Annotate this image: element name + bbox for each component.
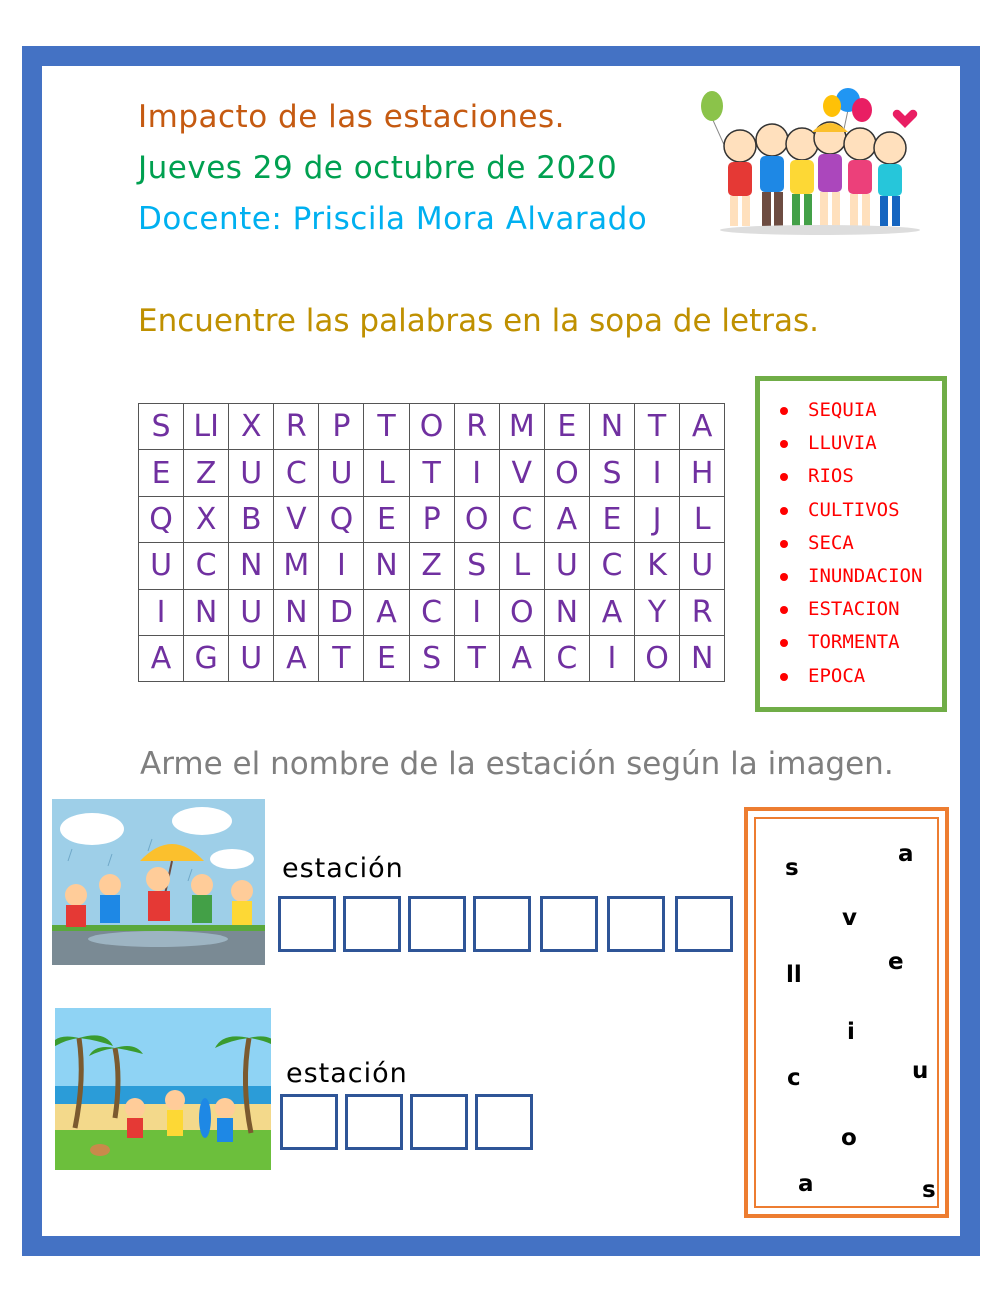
grid-cell[interactable]: O — [409, 404, 454, 450]
grid-cell[interactable]: O — [454, 496, 499, 542]
answer-box[interactable] — [410, 1094, 468, 1150]
grid-cell[interactable]: A — [274, 635, 319, 681]
grid-cell[interactable]: V — [499, 450, 544, 496]
grid-cell[interactable]: N — [544, 589, 589, 635]
answer-box[interactable] — [475, 1094, 533, 1150]
grid-cell[interactable]: T — [454, 635, 499, 681]
answer-box[interactable] — [675, 896, 733, 952]
grid-cell[interactable]: X — [184, 496, 229, 542]
grid-cell[interactable]: LI — [184, 404, 229, 450]
draggable-letter[interactable]: s — [785, 855, 799, 881]
grid-row — [139, 496, 725, 542]
grid-cell[interactable]: T — [364, 404, 409, 450]
grid-cell[interactable]: U — [680, 543, 725, 589]
grid-cell[interactable]: Z — [184, 450, 229, 496]
grid-cell[interactable]: U — [229, 589, 274, 635]
word-list-item: LLUVIA — [780, 432, 942, 465]
grid-cell[interactable]: U — [319, 450, 364, 496]
word-list-item: TORMENTA — [780, 631, 942, 664]
word-list-item: SEQUIA — [780, 399, 942, 432]
word-list-item: RIOS — [780, 465, 942, 498]
word-search-grid — [138, 403, 725, 682]
grid-cell[interactable]: M — [274, 543, 319, 589]
answer-box[interactable] — [280, 1094, 338, 1150]
grid-cell[interactable]: L — [680, 496, 725, 542]
grid-cell[interactable]: E — [589, 496, 634, 542]
grid-cell[interactable]: B — [229, 496, 274, 542]
grid-cell[interactable]: N — [364, 543, 409, 589]
grid-cell[interactable]: R — [274, 404, 319, 450]
draggable-letter[interactable]: e — [888, 949, 904, 975]
grid-cell[interactable]: N — [229, 543, 274, 589]
grid-cell[interactable]: I — [589, 635, 634, 681]
grid-cell[interactable]: T — [409, 450, 454, 496]
grid-cell[interactable]: R — [680, 589, 725, 635]
grid-cell[interactable]: A — [680, 404, 725, 450]
draggable-letter[interactable]: a — [898, 841, 914, 867]
draggable-letter[interactable]: s — [922, 1177, 936, 1203]
grid-cell[interactable]: Q — [319, 496, 364, 542]
rainy-kids-illustration — [52, 799, 265, 965]
answer-box[interactable] — [408, 896, 466, 952]
beach-kids-illustration — [55, 1008, 271, 1170]
grid-cell[interactable]: U — [229, 450, 274, 496]
grid-cell[interactable]: X — [229, 404, 274, 450]
scrambled-letters-box — [744, 807, 949, 1218]
draggable-letter[interactable]: c — [787, 1065, 801, 1091]
grid-cell[interactable]: E — [364, 496, 409, 542]
word-list-item: CULTIVOS — [780, 499, 942, 532]
grid-cell[interactable]: Z — [409, 543, 454, 589]
grid-row — [139, 404, 725, 450]
grid-cell[interactable]: U — [544, 543, 589, 589]
grid-cell[interactable]: C — [544, 635, 589, 681]
grid-cell[interactable]: A — [499, 635, 544, 681]
draggable-letter[interactable]: ll — [786, 962, 802, 988]
exercise-2-label: estación — [286, 1058, 408, 1089]
grid-cell[interactable]: T — [319, 635, 364, 681]
grid-cell[interactable]: D — [319, 589, 364, 635]
instruction-word-search: Encuentre las palabras en la sopa de letras. — [138, 303, 819, 339]
grid-cell[interactable]: I — [454, 450, 499, 496]
grid-cell[interactable]: K — [635, 543, 680, 589]
grid-cell[interactable]: I — [139, 589, 184, 635]
grid-cell[interactable]: S — [409, 635, 454, 681]
grid-cell[interactable]: U — [229, 635, 274, 681]
grid-cell[interactable]: P — [409, 496, 454, 542]
grid-cell[interactable]: C — [499, 496, 544, 542]
grid-cell[interactable]: I — [454, 589, 499, 635]
draggable-letter[interactable]: u — [912, 1058, 929, 1084]
grid-cell[interactable]: C — [589, 543, 634, 589]
word-list-item: SECA — [780, 532, 942, 565]
grid-cell[interactable]: O — [635, 635, 680, 681]
instruction-build-name: Arme el nombre de la estación según la imagen. — [140, 746, 894, 782]
grid-row — [139, 543, 725, 589]
kids-balloons-illustration — [700, 88, 940, 240]
grid-cell[interactable]: E — [139, 450, 184, 496]
worksheet-date: Jueves 29 de octubre de 2020 — [138, 150, 618, 186]
grid-cell[interactable]: U — [139, 543, 184, 589]
answer-box[interactable] — [278, 896, 336, 952]
draggable-letter[interactable]: a — [798, 1171, 814, 1197]
grid-cell[interactable]: S — [454, 543, 499, 589]
answer-box[interactable] — [473, 896, 531, 952]
exercise-1-label: estación — [282, 853, 404, 884]
grid-cell[interactable]: G — [184, 635, 229, 681]
grid-cell[interactable]: I — [319, 543, 364, 589]
grid-cell[interactable]: J — [635, 496, 680, 542]
grid-cell[interactable]: N — [184, 589, 229, 635]
grid-cell[interactable]: A — [364, 589, 409, 635]
answer-box[interactable] — [540, 896, 598, 952]
draggable-letter[interactable]: o — [841, 1125, 857, 1151]
grid-cell[interactable]: O — [544, 450, 589, 496]
word-list-item: INUNDACION — [780, 565, 942, 598]
grid-cell[interactable]: Y — [635, 589, 680, 635]
grid-cell[interactable]: V — [274, 496, 319, 542]
grid-row — [139, 635, 725, 681]
grid-cell[interactable]: R — [454, 404, 499, 450]
grid-cell[interactable]: S — [139, 404, 184, 450]
grid-cell[interactable]: H — [680, 450, 725, 496]
grid-row — [139, 450, 725, 496]
worksheet-title: Impacto de las estaciones. — [138, 99, 565, 135]
grid-cell[interactable]: O — [499, 589, 544, 635]
grid-cell[interactable]: N — [680, 635, 725, 681]
draggable-letter[interactable]: i — [847, 1019, 855, 1045]
word-list-item: EPOCA — [780, 665, 942, 698]
teacher-name: Docente: Priscila Mora Alvarado — [138, 201, 648, 237]
grid-cell[interactable]: I — [635, 450, 680, 496]
grid-cell[interactable]: L — [364, 450, 409, 496]
grid-cell[interactable]: E — [364, 635, 409, 681]
answer-box[interactable] — [345, 1094, 403, 1150]
grid-cell[interactable]: C — [184, 543, 229, 589]
grid-cell[interactable]: C — [409, 589, 454, 635]
grid-cell[interactable]: E — [544, 404, 589, 450]
answer-box[interactable] — [343, 896, 401, 952]
grid-cell[interactable]: L — [499, 543, 544, 589]
grid-cell[interactable]: M — [499, 404, 544, 450]
word-list-box — [755, 376, 947, 712]
grid-cell[interactable]: P — [319, 404, 364, 450]
grid-row — [139, 589, 725, 635]
grid-cell[interactable]: Q — [139, 496, 184, 542]
grid-cell[interactable]: A — [139, 635, 184, 681]
grid-cell[interactable]: A — [589, 589, 634, 635]
draggable-letter[interactable]: v — [842, 905, 857, 931]
grid-cell[interactable]: T — [635, 404, 680, 450]
grid-cell[interactable]: N — [274, 589, 319, 635]
grid-cell[interactable]: N — [589, 404, 634, 450]
grid-cell[interactable]: C — [274, 450, 319, 496]
grid-cell[interactable]: A — [544, 496, 589, 542]
word-list-item: ESTACION — [780, 598, 942, 631]
answer-box[interactable] — [607, 896, 665, 952]
grid-cell[interactable]: S — [589, 450, 634, 496]
